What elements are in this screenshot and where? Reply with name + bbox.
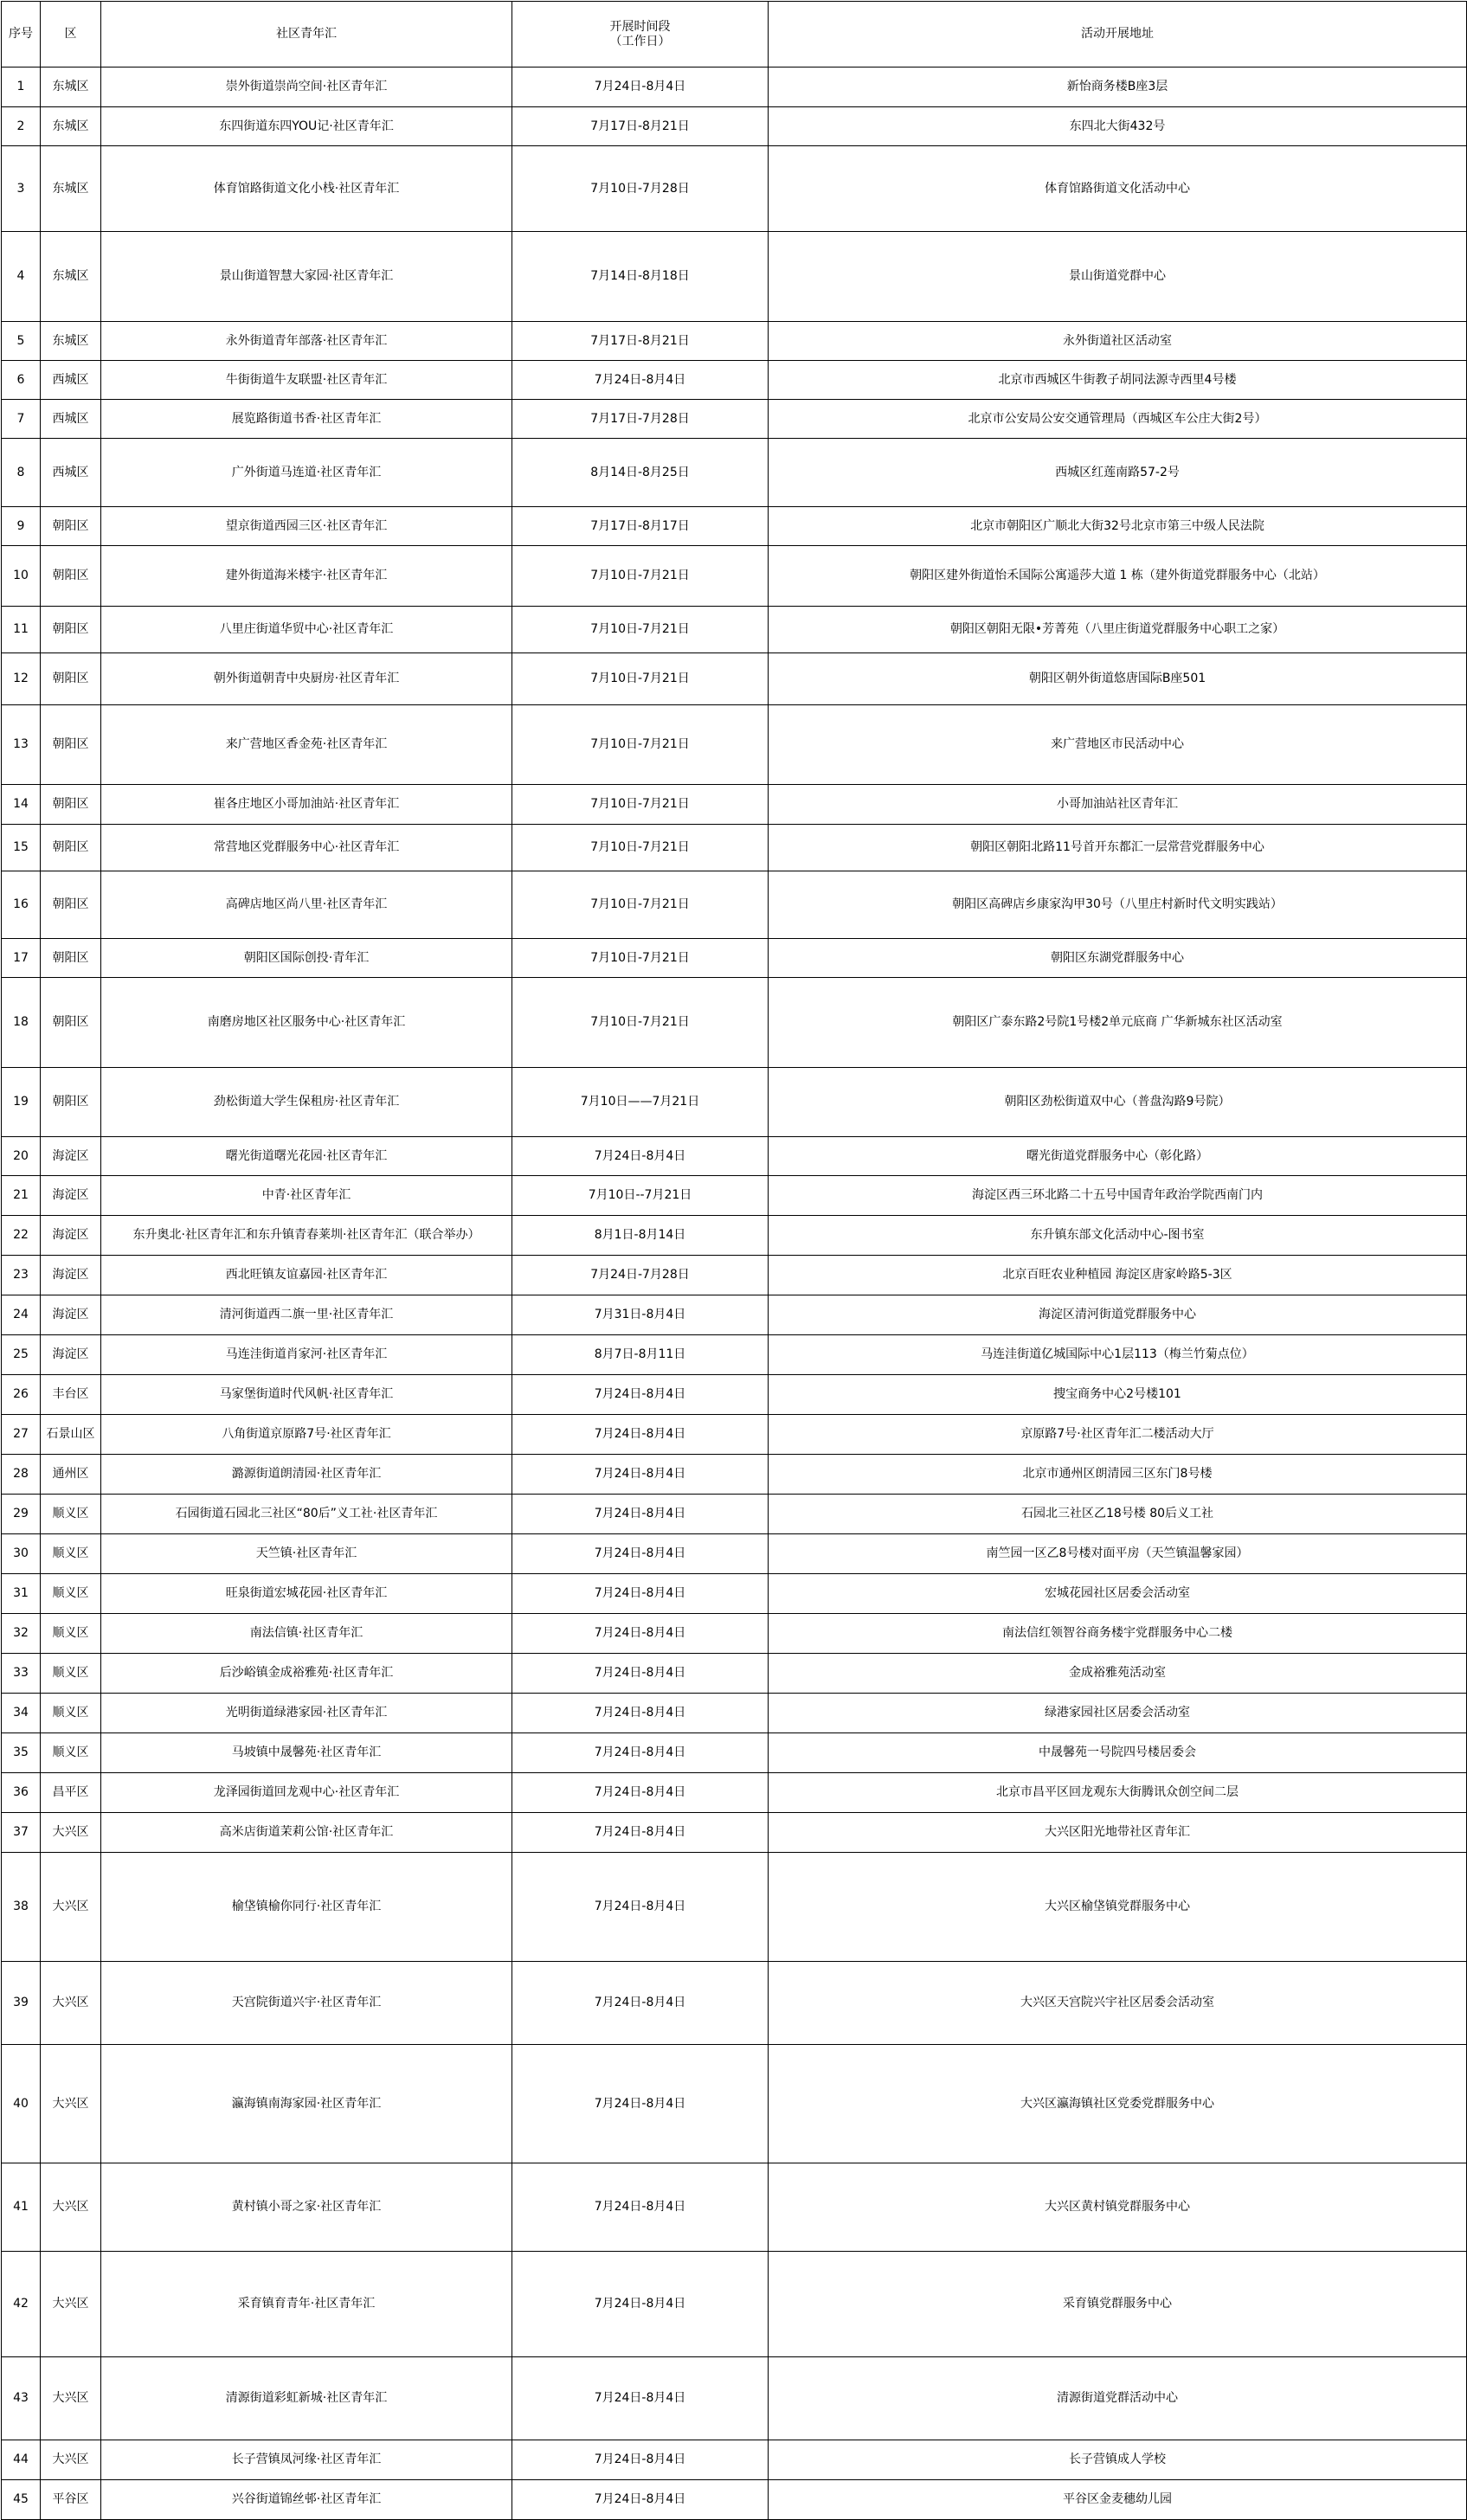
- cell-period: 7月10日-7月21日: [512, 653, 769, 705]
- cell-district: 通州区: [41, 1455, 101, 1495]
- cell-name: 马连洼街道肖家河·社区青年汇: [101, 1335, 512, 1375]
- cell-district: 大兴区: [41, 2440, 101, 2480]
- cell-name: 西北旺镇友谊嘉园·社区青年汇: [101, 1256, 512, 1295]
- cell-seq: 41: [2, 2163, 41, 2252]
- cell-seq: 25: [2, 1335, 41, 1375]
- table-row: [2, 1534, 1467, 1574]
- cell-address: 北京市朝阳区广顺北大街32号北京市第三中级人民法院: [769, 507, 1467, 546]
- cell-district: 朝阳区: [41, 1068, 101, 1137]
- cell-seq: 38: [2, 1853, 41, 1962]
- table-row: [2, 978, 1467, 1068]
- cell-district: 朝阳区: [41, 653, 101, 705]
- cell-period: 7月24日-8月4日: [512, 1853, 769, 1962]
- header-name: 社区青年汇: [101, 2, 512, 68]
- cell-seq: 34: [2, 1694, 41, 1733]
- cell-address: 北京市西城区牛街教子胡同法源寺西里4号楼: [769, 361, 1467, 400]
- cell-period: 8月14日-8月25日: [512, 439, 769, 507]
- cell-name: 黄村镇小哥之家·社区青年汇: [101, 2163, 512, 2252]
- cell-period: 7月10日-7月21日: [512, 978, 769, 1068]
- cell-name: 光明街道绿港家园·社区青年汇: [101, 1694, 512, 1733]
- table-row: [2, 1733, 1467, 1773]
- table-row: [2, 146, 1467, 232]
- table-row: [2, 232, 1467, 322]
- cell-seq: 22: [2, 1216, 41, 1256]
- cell-seq: 12: [2, 653, 41, 705]
- cell-address: 朝阳区高碑店乡康家沟甲30号（八里庄村新时代文明实践站）: [769, 871, 1467, 939]
- table-row: [2, 1415, 1467, 1455]
- cell-seq: 32: [2, 1614, 41, 1654]
- cell-period: 7月24日-8月4日: [512, 2045, 769, 2163]
- cell-seq: 26: [2, 1375, 41, 1415]
- cell-address: 体育馆路街道文化活动中心: [769, 146, 1467, 232]
- cell-district: 大兴区: [41, 2357, 101, 2440]
- table-row: [2, 1455, 1467, 1495]
- cell-name: 展览路街道书香·社区青年汇: [101, 400, 512, 439]
- cell-name: 体育馆路街道文化小栈·社区青年汇: [101, 146, 512, 232]
- cell-seq: 39: [2, 1962, 41, 2045]
- cell-district: 海淀区: [41, 1216, 101, 1256]
- cell-district: 海淀区: [41, 1176, 101, 1216]
- cell-district: 顺义区: [41, 1694, 101, 1733]
- cell-district: 西城区: [41, 439, 101, 507]
- cell-seq: 13: [2, 705, 41, 785]
- cell-address: 小哥加油站社区青年汇: [769, 785, 1467, 825]
- header-period: [512, 2, 769, 68]
- cell-district: 朝阳区: [41, 607, 101, 653]
- cell-name: 南磨房地区社区服务中心·社区青年汇: [101, 978, 512, 1068]
- cell-seq: 3: [2, 146, 41, 232]
- table-row: [2, 1335, 1467, 1375]
- cell-address: 平谷区金麦穗幼儿园: [769, 2480, 1467, 2520]
- activity-table: [1, 1, 1467, 2520]
- cell-seq: 6: [2, 361, 41, 400]
- cell-period: 7月17日-8月21日: [512, 107, 769, 146]
- cell-address: 南竺园一区乙8号楼对面平房（天竺镇温馨家园）: [769, 1534, 1467, 1574]
- table-row: [2, 107, 1467, 146]
- cell-period: 7月10日-7月21日: [512, 705, 769, 785]
- cell-seq: 27: [2, 1415, 41, 1455]
- cell-district: 大兴区: [41, 2045, 101, 2163]
- cell-name: 永外街道青年部落·社区青年汇: [101, 322, 512, 361]
- cell-name: 高米店街道茉莉公馆·社区青年汇: [101, 1813, 512, 1853]
- cell-district: 朝阳区: [41, 705, 101, 785]
- table-row: [2, 361, 1467, 400]
- table-row: [2, 705, 1467, 785]
- cell-period: 7月24日-7月28日: [512, 1256, 769, 1295]
- cell-address: 北京百旺农业种植园 海淀区唐家岭路5-3区: [769, 1256, 1467, 1295]
- cell-name: 旺泉街道宏城花园·社区青年汇: [101, 1574, 512, 1614]
- table-row: [2, 1256, 1467, 1295]
- cell-period: 7月24日-8月4日: [512, 1694, 769, 1733]
- cell-address: 大兴区瀛海镇社区党委党群服务中心: [769, 2045, 1467, 2163]
- cell-name: 中青·社区青年汇: [101, 1176, 512, 1216]
- cell-period: 7月10日-7月21日: [512, 607, 769, 653]
- table-row: [2, 1773, 1467, 1813]
- cell-name: 东升奥北·社区青年汇和东升镇青春莱圳·社区青年汇（联合举办）: [101, 1216, 512, 1256]
- cell-period: 7月10日-7月21日: [512, 546, 769, 607]
- cell-name: 长子营镇凤河缘·社区青年汇: [101, 2440, 512, 2480]
- table-row: [2, 1694, 1467, 1733]
- cell-address: 捜宝商务中心2号楼101: [769, 1375, 1467, 1415]
- header-address: 活动开展地址: [769, 2, 1467, 68]
- cell-period: 8月1日-8月14日: [512, 1216, 769, 1256]
- cell-name: 劲松街道大学生保租房·社区青年汇: [101, 1068, 512, 1137]
- table-row: [2, 1375, 1467, 1415]
- cell-district: 大兴区: [41, 2163, 101, 2252]
- table-row: [2, 1654, 1467, 1694]
- cell-district: 海淀区: [41, 1256, 101, 1295]
- cell-name: 马坡镇中晟馨苑·社区青年汇: [101, 1733, 512, 1773]
- cell-period: 7月24日-8月4日: [512, 361, 769, 400]
- cell-seq: 4: [2, 232, 41, 322]
- cell-period: 7月24日-8月4日: [512, 2252, 769, 2357]
- cell-address: 大兴区天宫院兴宇社区居委会活动室: [769, 1962, 1467, 2045]
- table-row: [2, 871, 1467, 939]
- cell-district: 石景山区: [41, 1415, 101, 1455]
- cell-address: 大兴区榆垡镇党群服务中心: [769, 1853, 1467, 1962]
- cell-seq: 18: [2, 978, 41, 1068]
- cell-name: 南法信镇·社区青年汇: [101, 1614, 512, 1654]
- table-row: [2, 785, 1467, 825]
- cell-seq: 10: [2, 546, 41, 607]
- cell-address: 金成裕雅苑活动室: [769, 1654, 1467, 1694]
- table-row: [2, 1853, 1467, 1962]
- header-period-line1: 开展时间段: [609, 19, 671, 34]
- cell-name: 清源街道彩虹新城·社区青年汇: [101, 2357, 512, 2440]
- table-row: [2, 1495, 1467, 1534]
- cell-district: 朝阳区: [41, 507, 101, 546]
- cell-address: 曙光街道党群服务中心（彰化路）: [769, 1137, 1467, 1176]
- cell-name: 采育镇育青年·社区青年汇: [101, 2252, 512, 2357]
- cell-period: 7月24日-8月4日: [512, 1375, 769, 1415]
- cell-seq: 24: [2, 1295, 41, 1335]
- table-row: [2, 507, 1467, 546]
- table-row: [2, 1137, 1467, 1176]
- cell-district: 大兴区: [41, 1962, 101, 2045]
- table-row: [2, 1176, 1467, 1216]
- cell-period: 7月10日--7月21日: [512, 1176, 769, 1216]
- cell-period: 7月10日——7月21日: [512, 1068, 769, 1137]
- cell-seq: 2: [2, 107, 41, 146]
- cell-seq: 17: [2, 939, 41, 978]
- cell-period: 7月24日-8月4日: [512, 1534, 769, 1574]
- cell-seq: 40: [2, 2045, 41, 2163]
- cell-period: 7月24日-8月4日: [512, 1574, 769, 1614]
- cell-district: 朝阳区: [41, 978, 101, 1068]
- cell-seq: 16: [2, 871, 41, 939]
- cell-seq: 43: [2, 2357, 41, 2440]
- cell-name: 朝阳区国际创投·青年汇: [101, 939, 512, 978]
- cell-name: 望京街道西园三区·社区青年汇: [101, 507, 512, 546]
- cell-seq: 36: [2, 1773, 41, 1813]
- table-row: [2, 2045, 1467, 2163]
- cell-name: 潞源街道朗清园·社区青年汇: [101, 1455, 512, 1495]
- cell-period: 7月24日-8月4日: [512, 1415, 769, 1455]
- cell-district: 东城区: [41, 232, 101, 322]
- cell-seq: 14: [2, 785, 41, 825]
- table-row: [2, 1614, 1467, 1654]
- cell-address: 永外街道社区活动室: [769, 322, 1467, 361]
- cell-district: 顺义区: [41, 1534, 101, 1574]
- cell-address: 海淀区清河街道党群服务中心: [769, 1295, 1467, 1335]
- cell-period: 7月24日-8月4日: [512, 1654, 769, 1694]
- cell-address: 东四北大街432号: [769, 107, 1467, 146]
- cell-period: 7月24日-8月4日: [512, 1495, 769, 1534]
- table-row: [2, 939, 1467, 978]
- cell-name: 广外街道马连道·社区青年汇: [101, 439, 512, 507]
- cell-period: 7月17日-7月28日: [512, 400, 769, 439]
- header-district: 区: [41, 2, 101, 68]
- cell-address: 新怡商务楼B座3层: [769, 68, 1467, 107]
- cell-seq: 21: [2, 1176, 41, 1216]
- cell-district: 朝阳区: [41, 825, 101, 871]
- cell-address: 采育镇党群服务中心: [769, 2252, 1467, 2357]
- cell-district: 朝阳区: [41, 939, 101, 978]
- cell-address: 石园北三社区乙18号楼 80后义工社: [769, 1495, 1467, 1534]
- cell-district: 昌平区: [41, 1773, 101, 1813]
- cell-seq: 19: [2, 1068, 41, 1137]
- table-row: [2, 2440, 1467, 2480]
- table-row: [2, 1813, 1467, 1853]
- cell-district: 大兴区: [41, 2252, 101, 2357]
- cell-seq: 11: [2, 607, 41, 653]
- cell-address: 景山街道党群中心: [769, 232, 1467, 322]
- cell-name: 来广营地区香金苑·社区青年汇: [101, 705, 512, 785]
- cell-district: 大兴区: [41, 1813, 101, 1853]
- cell-period: 7月10日-7月28日: [512, 146, 769, 232]
- cell-period: 7月24日-8月4日: [512, 1962, 769, 2045]
- cell-address: 东升镇东部文化活动中心-图书室: [769, 1216, 1467, 1256]
- cell-district: 朝阳区: [41, 546, 101, 607]
- cell-address: 朝阳区广泰东路2号院1号楼2单元底商 广华新城东社区活动室: [769, 978, 1467, 1068]
- cell-period: 7月24日-8月4日: [512, 1455, 769, 1495]
- cell-period: 7月24日-8月4日: [512, 2440, 769, 2480]
- cell-district: 海淀区: [41, 1295, 101, 1335]
- cell-district: 东城区: [41, 107, 101, 146]
- cell-period: 7月24日-8月4日: [512, 1614, 769, 1654]
- cell-period: 7月17日-8月17日: [512, 507, 769, 546]
- cell-period: 7月24日-8月4日: [512, 2480, 769, 2520]
- cell-period: 7月10日-7月21日: [512, 871, 769, 939]
- cell-district: 朝阳区: [41, 785, 101, 825]
- table-row: [2, 2480, 1467, 2520]
- cell-address: 京原路7号·社区青年汇二楼活动大厅: [769, 1415, 1467, 1455]
- cell-district: 海淀区: [41, 1137, 101, 1176]
- cell-seq: 20: [2, 1137, 41, 1176]
- cell-name: 八里庄街道华贸中心·社区青年汇: [101, 607, 512, 653]
- cell-district: 朝阳区: [41, 871, 101, 939]
- cell-name: 兴谷街道锦丝邨·社区青年汇: [101, 2480, 512, 2520]
- cell-seq: 15: [2, 825, 41, 871]
- cell-seq: 30: [2, 1534, 41, 1574]
- cell-period: 7月24日-8月4日: [512, 1773, 769, 1813]
- cell-address: 南法信红领智谷商务楼宇党群服务中心二楼: [769, 1614, 1467, 1654]
- cell-district: 平谷区: [41, 2480, 101, 2520]
- cell-district: 东城区: [41, 322, 101, 361]
- cell-seq: 31: [2, 1574, 41, 1614]
- cell-period: 7月10日-7月21日: [512, 825, 769, 871]
- cell-district: 顺义区: [41, 1654, 101, 1694]
- cell-name: 崔各庄地区小哥加油站·社区青年汇: [101, 785, 512, 825]
- cell-seq: 28: [2, 1455, 41, 1495]
- cell-address: 朝阳区朝阳北路11号首开东都汇一层常营党群服务中心: [769, 825, 1467, 871]
- cell-name: 榆垡镇榆你同行·社区青年汇: [101, 1853, 512, 1962]
- cell-name: 后沙峪镇金成裕雅苑·社区青年汇: [101, 1654, 512, 1694]
- cell-seq: 37: [2, 1813, 41, 1853]
- cell-name: 建外街道海米楼宇·社区青年汇: [101, 546, 512, 607]
- cell-address: 西城区红莲南路57-2号: [769, 439, 1467, 507]
- cell-name: 景山街道智慧大家园·社区青年汇: [101, 232, 512, 322]
- cell-period: 7月24日-8月4日: [512, 1733, 769, 1773]
- cell-period: 7月24日-8月4日: [512, 2357, 769, 2440]
- cell-address: 马连洼街道亿城国际中心1层113（梅兰竹菊点位）: [769, 1335, 1467, 1375]
- cell-name: 龙泽园街道回龙观中心·社区青年汇: [101, 1773, 512, 1813]
- cell-district: 大兴区: [41, 1853, 101, 1962]
- cell-name: 清河街道西二旗一里·社区青年汇: [101, 1295, 512, 1335]
- cell-district: 顺义区: [41, 1733, 101, 1773]
- header-period-line2: （工作日）: [609, 34, 671, 48]
- cell-period: 8月7日-8月11日: [512, 1335, 769, 1375]
- cell-name: 八角街道京原路7号·社区青年汇: [101, 1415, 512, 1455]
- cell-address: 朝阳区建外街道怡禾国际公寓遥莎大道 1 栋（建外街道党群服务中心（北站）: [769, 546, 1467, 607]
- table-row: [2, 439, 1467, 507]
- cell-name: 朝外街道朝青中央厨房·社区青年汇: [101, 653, 512, 705]
- cell-address: 来广营地区市民活动中心: [769, 705, 1467, 785]
- cell-period: 7月31日-8月4日: [512, 1295, 769, 1335]
- cell-name: 崇外街道崇尚空间·社区青年汇: [101, 68, 512, 107]
- cell-period: 7月24日-8月4日: [512, 1813, 769, 1853]
- cell-district: 顺义区: [41, 1495, 101, 1534]
- cell-period: 7月10日-7月21日: [512, 939, 769, 978]
- cell-period: 7月24日-8月4日: [512, 1137, 769, 1176]
- cell-name: 牛街街道牛友联盟·社区青年汇: [101, 361, 512, 400]
- table-row: [2, 1216, 1467, 1256]
- table-row: [2, 825, 1467, 871]
- cell-name: 天竺镇·社区青年汇: [101, 1534, 512, 1574]
- cell-seq: 33: [2, 1654, 41, 1694]
- cell-period: 7月24日-8月4日: [512, 2163, 769, 2252]
- cell-name: 高碑店地区尚八里·社区青年汇: [101, 871, 512, 939]
- cell-address: 海淀区西三环北路二十五号中国青年政治学院西南门内: [769, 1176, 1467, 1216]
- table-row: [2, 1068, 1467, 1137]
- cell-name: 东四街道东四YOU记·社区青年汇: [101, 107, 512, 146]
- table-row: [2, 546, 1467, 607]
- table-row: [2, 2357, 1467, 2440]
- cell-seq: 23: [2, 1256, 41, 1295]
- cell-period: 7月10日-7月21日: [512, 785, 769, 825]
- cell-address: 宏城花园社区居委会活动室: [769, 1574, 1467, 1614]
- cell-name: 瀛海镇南海家园·社区青年汇: [101, 2045, 512, 2163]
- cell-name: 曙光街道曙光花园·社区青年汇: [101, 1137, 512, 1176]
- cell-period: 7月14日-8月18日: [512, 232, 769, 322]
- table-row: [2, 653, 1467, 705]
- cell-seq: 35: [2, 1733, 41, 1773]
- header-seq: 序号: [2, 2, 41, 68]
- cell-address: 朝阳区东湖党群服务中心: [769, 939, 1467, 978]
- cell-name: 天宫院街道兴宇·社区青年汇: [101, 1962, 512, 2045]
- cell-period: 7月17日-8月21日: [512, 322, 769, 361]
- table-row: [2, 1574, 1467, 1614]
- cell-seq: 5: [2, 322, 41, 361]
- cell-name: 马家堡街道时代风帆·社区青年汇: [101, 1375, 512, 1415]
- cell-seq: 1: [2, 68, 41, 107]
- cell-seq: 7: [2, 400, 41, 439]
- cell-seq: 8: [2, 439, 41, 507]
- cell-address: 北京市昌平区回龙观东大街腾讯众创空间二层: [769, 1773, 1467, 1813]
- cell-seq: 44: [2, 2440, 41, 2480]
- cell-name: 常营地区党群服务中心·社区青年汇: [101, 825, 512, 871]
- cell-district: 顺义区: [41, 1574, 101, 1614]
- cell-address: 中晟馨苑一号院四号楼居委会: [769, 1733, 1467, 1773]
- cell-district: 东城区: [41, 146, 101, 232]
- cell-address: 大兴区阳光地带社区青年汇: [769, 1813, 1467, 1853]
- cell-address: 长子营镇成人学校: [769, 2440, 1467, 2480]
- table-row: [2, 1295, 1467, 1335]
- cell-name: 石园街道石园北三社区“80后”义工社·社区青年汇: [101, 1495, 512, 1534]
- table-row: [2, 2252, 1467, 2357]
- cell-seq: 42: [2, 2252, 41, 2357]
- table-row: [2, 1962, 1467, 2045]
- cell-address: 北京市通州区朗清园三区东门8号楼: [769, 1455, 1467, 1495]
- cell-district: 海淀区: [41, 1335, 101, 1375]
- cell-seq: 9: [2, 507, 41, 546]
- cell-district: 西城区: [41, 361, 101, 400]
- cell-address: 绿港家园社区居委会活动室: [769, 1694, 1467, 1733]
- cell-address: 朝阳区朝外街道悠唐国际B座501: [769, 653, 1467, 705]
- cell-address: 北京市公安局公安交通管理局（西城区车公庄大街2号）: [769, 400, 1467, 439]
- cell-seq: 29: [2, 1495, 41, 1534]
- cell-district: 西城区: [41, 400, 101, 439]
- cell-period: 7月24日-8月4日: [512, 68, 769, 107]
- cell-address: 大兴区黄村镇党群服务中心: [769, 2163, 1467, 2252]
- table-row: [2, 322, 1467, 361]
- cell-address: 清源街道党群活动中心: [769, 2357, 1467, 2440]
- table-row: [2, 2163, 1467, 2252]
- table-body: [2, 68, 1467, 2520]
- cell-district: 丰台区: [41, 1375, 101, 1415]
- cell-district: 顺义区: [41, 1614, 101, 1654]
- table-row: [2, 400, 1467, 439]
- table-row: [2, 68, 1467, 107]
- table-header-row: [2, 2, 1467, 68]
- cell-address: 朝阳区劲松街道双中心（普盘沟路9号院）: [769, 1068, 1467, 1137]
- cell-district: 东城区: [41, 68, 101, 107]
- cell-seq: 45: [2, 2480, 41, 2520]
- table-row: [2, 607, 1467, 653]
- cell-address: 朝阳区朝阳无限•芳菁苑（八里庄街道党群服务中心职工之家）: [769, 607, 1467, 653]
